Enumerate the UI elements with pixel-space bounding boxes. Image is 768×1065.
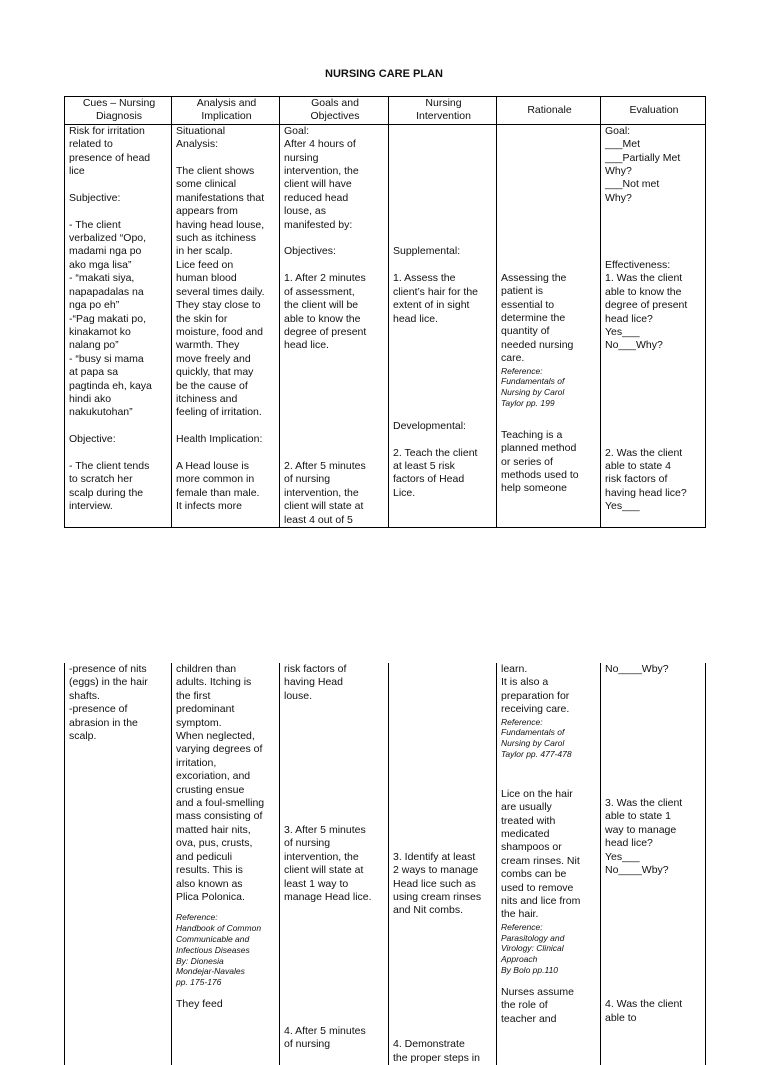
rationale-text: Lice on the hair are usually treated with medicated shampoos or cream rinses. Nit combs can be used to remove nits and lice from the hair. [501,787,581,921]
header-goals-objectives: Goals and Objectives [280,97,389,125]
rationale-text: learn. It is also a preparation for receiving care. [501,663,570,716]
analysis-text: children than adults. Itching is the first predominant symptom. When neglected, varying degrees of irritation, excoriation, and crusting ensue and a foul-smelling mass consisting of matted hair nits, ova, pus, crusts, and pediculi results. This is also known as Plica Polonica. [176,663,265,903]
rationale-reference: Reference: Parasitology and Virology: Clinical Approach By Bolo pp.110 [501,921,565,976]
evaluation-cell: No____Wby? 3. Was the client able to state 1 way to manage head lice? Yes___ No____Wby? 4. Was the client able to [601,663,706,1065]
rationale-text: Assessing the patient is essential to determine the quantity of needed nursing care. [501,271,574,365]
rationale-reference: Reference: Fundamentals of Nursing by Carol Taylor pp. 477-478 [501,716,572,760]
analysis-reference: Reference: Handbook of Common Communicable and Infectious Diseases By: Dionesia Mondejar-Navales pp. 175-176 [176,912,262,988]
table-header-row [65,97,706,125]
care-plan-table-page-1 [64,96,706,528]
header-evaluation: Evaluation [601,97,706,125]
document-title: NURSING CARE PLAN [325,68,443,80]
analysis-cell: Situational Analysis: The client shows some clinical manifestations that appears from having head louse, such as itchiness in her scalp. Lice feed on human blood several times daily. They stay close to the skin for moisture, food and warmth. They move freely and quickly, that may be the cause of itchiness and feeling of irritation. Health Implication: A Head louse is more common in female than male. It infects more [172,124,280,527]
evaluation-cell: Goal: ___Met ___Partially Met Why? ___Not met Why? Effectiveness: 1. Was the client able to know the degree of present head lice? Yes___ No___Why? 2. Was the client able to state 4 risk factors of having head lice? Yes___ [601,124,706,527]
table-row [65,663,706,1065]
cues-cell: -presence of nits (eggs) in the hair shafts. -presence of abrasion in the scalp. [65,663,172,1065]
header-nursing-intervention: Nursing Intervention [389,97,497,125]
rationale-cell [497,663,601,1065]
header-analysis-implication: Analysis and Implication [172,97,280,125]
table-row [65,124,706,527]
goals-cell: Goal: After 4 hours of nursing intervention, the client will have reduced head louse, as manifested by: Objectives: 1. After 2 minutes of assessment, the client will be able to know the degree of present head lice. 2. After 5 minutes of nursing intervention, the client will state at least 4 out of 5 [280,124,389,527]
rationale-text: Teaching is a planned method or series of methods used to help someone [501,428,579,495]
header-rationale: Rationale [497,97,601,125]
rationale-reference: Reference: Fundamentals of Nursing by Carol Taylor pp. 199 [501,365,565,409]
rationale-text: Nurses assume the role of teacher and [501,985,574,1025]
cues-cell: Risk for irritation related to presence of head lice Subjective: - The client verbalized “Opo, madami nga po ako mga lisa” - “makati siya, napapadalas na nga po eh” -“Pag makati po, kinakamot ko nalang po” - “busy si mama at papa sa pagtinda eh, kaya hindi ako nakukutohan” Objective: - The client tends to scratch her scalp during the interview. [65,124,172,527]
care-plan-table-page-2 [64,663,706,1065]
analysis-text: They feed [176,997,223,1010]
rationale-cell [497,124,601,527]
analysis-cell [172,663,280,1065]
intervention-cell: 3. Identify at least 2 ways to manage Head lice such as using cream rinses and Nit combs. 4. Demonstrate the proper steps in [389,663,497,1065]
intervention-cell: Supplemental: 1. Assess the client’s hair for the extent of in sight head lice. Developmental: 2. Teach the client at least 5 risk factors of Head Lice. [389,124,497,527]
header-cues-diagnosis: Cues – Nursing Diagnosis [65,97,172,125]
goals-cell: risk factors of having Head louse. 3. After 5 minutes of nursing intervention, the client will state at least 1 way to manage Head lice. 4. After 5 minutes of nursing [280,663,389,1065]
